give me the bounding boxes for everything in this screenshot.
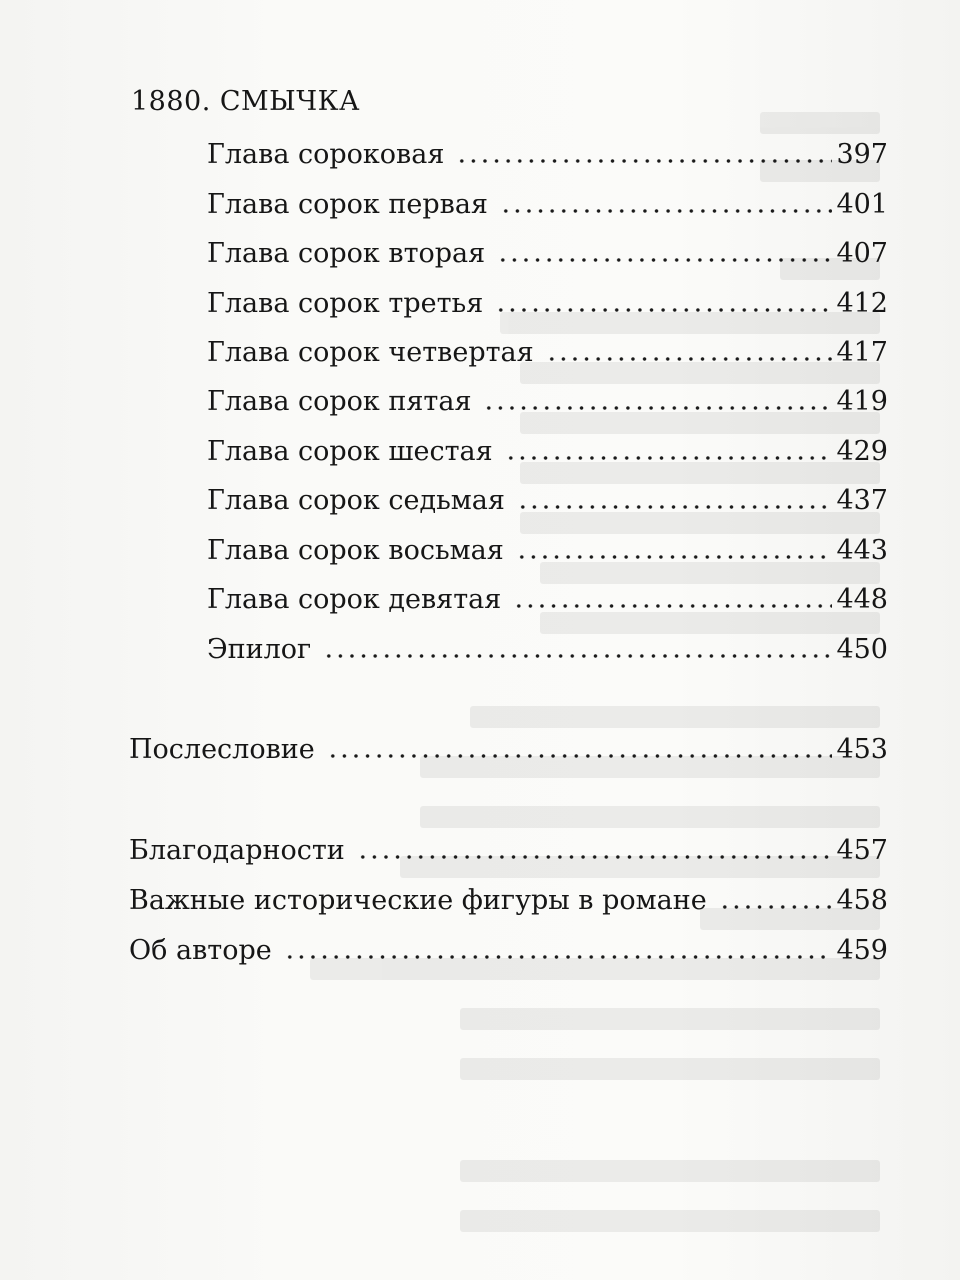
toc-entry-afterword[interactable]	[129, 733, 888, 767]
toc-entry-chapter-41[interactable]	[207, 188, 888, 222]
toc-entry-label: Глава сорок пятая	[207, 386, 472, 417]
dot-leader	[516, 555, 833, 559]
dot-leader	[323, 654, 832, 658]
toc-entry-chapter-47[interactable]	[207, 484, 888, 518]
toc-entry-chapter-40[interactable]	[207, 138, 888, 172]
toc-entry-page: 457	[836, 835, 888, 866]
toc-entry-chapter-45[interactable]	[207, 385, 888, 419]
dot-leader	[483, 406, 832, 410]
toc-entry-page: 450	[836, 634, 888, 665]
toc-entry-chapter-49[interactable]	[207, 583, 888, 617]
toc-entry-page: 443	[836, 535, 888, 566]
dot-leader	[546, 357, 833, 361]
toc-entry-page: 417	[836, 337, 888, 368]
dot-leader	[327, 754, 833, 758]
toc-entry-chapter-42[interactable]	[207, 237, 888, 271]
toc-entry-label: Глава сорок восьмая	[207, 535, 504, 566]
toc-entry-label: Благодарности	[129, 835, 345, 866]
toc-entry-about-author[interactable]	[129, 934, 888, 968]
dot-leader	[284, 955, 833, 959]
toc-entry-label: Глава сорок шестая	[207, 436, 493, 467]
dot-leader	[497, 258, 832, 262]
toc-entry-label: Об авторе	[129, 935, 272, 966]
toc-entry-page: 448	[836, 584, 888, 615]
toc-entry-page: 412	[836, 288, 888, 319]
toc-entry-label: Глава сорок первая	[207, 189, 488, 220]
toc-entry-acknowledgements[interactable]	[129, 834, 888, 868]
toc-entry-label: Глава сорок седьмая	[207, 485, 505, 516]
toc-entry-page: 419	[836, 386, 888, 417]
toc-entry-page: 401	[836, 189, 888, 220]
toc-entry-chapter-43[interactable]	[207, 287, 888, 321]
toc-entry-chapter-44[interactable]	[207, 336, 888, 370]
dot-leader	[505, 456, 833, 460]
dot-leader	[456, 159, 832, 163]
toc-entry-page: 397	[836, 139, 888, 170]
toc-entry-page: 437	[836, 485, 888, 516]
toc-entry-page: 459	[836, 935, 888, 966]
toc-entry-label: Глава сорок третья	[207, 288, 484, 319]
toc-entry-label: Глава сорок четвертая	[207, 337, 534, 368]
toc-entry-label: Глава сорок вторая	[207, 238, 486, 269]
dot-leader	[500, 209, 832, 213]
toc-entry-page: 407	[836, 238, 888, 269]
toc-entry-label: Эпилог	[207, 634, 312, 665]
dot-leader	[517, 505, 833, 509]
toc-entry-chapter-46[interactable]	[207, 435, 888, 469]
toc-entry-page: 453	[836, 734, 888, 765]
dot-leader	[513, 604, 832, 608]
toc-entry-page: 458	[836, 885, 888, 916]
section-title: 1880. СМЫЧКА	[131, 86, 360, 117]
dot-leader	[719, 905, 833, 909]
toc-entry-historical-figures[interactable]	[129, 884, 888, 918]
toc-entry-chapter-48[interactable]	[207, 534, 888, 568]
toc-entry-label: Глава сороковая	[207, 139, 445, 170]
toc-entry-label: Важные исторические фигуры в романе	[129, 885, 707, 916]
toc-entry-label: Глава сорок девятая	[207, 584, 502, 615]
dot-leader	[357, 855, 833, 859]
toc-entry-label: Послесловие	[129, 734, 315, 765]
dot-leader	[495, 308, 832, 312]
toc-entry-epilogue[interactable]	[207, 633, 888, 667]
toc-entry-page: 429	[836, 436, 888, 467]
